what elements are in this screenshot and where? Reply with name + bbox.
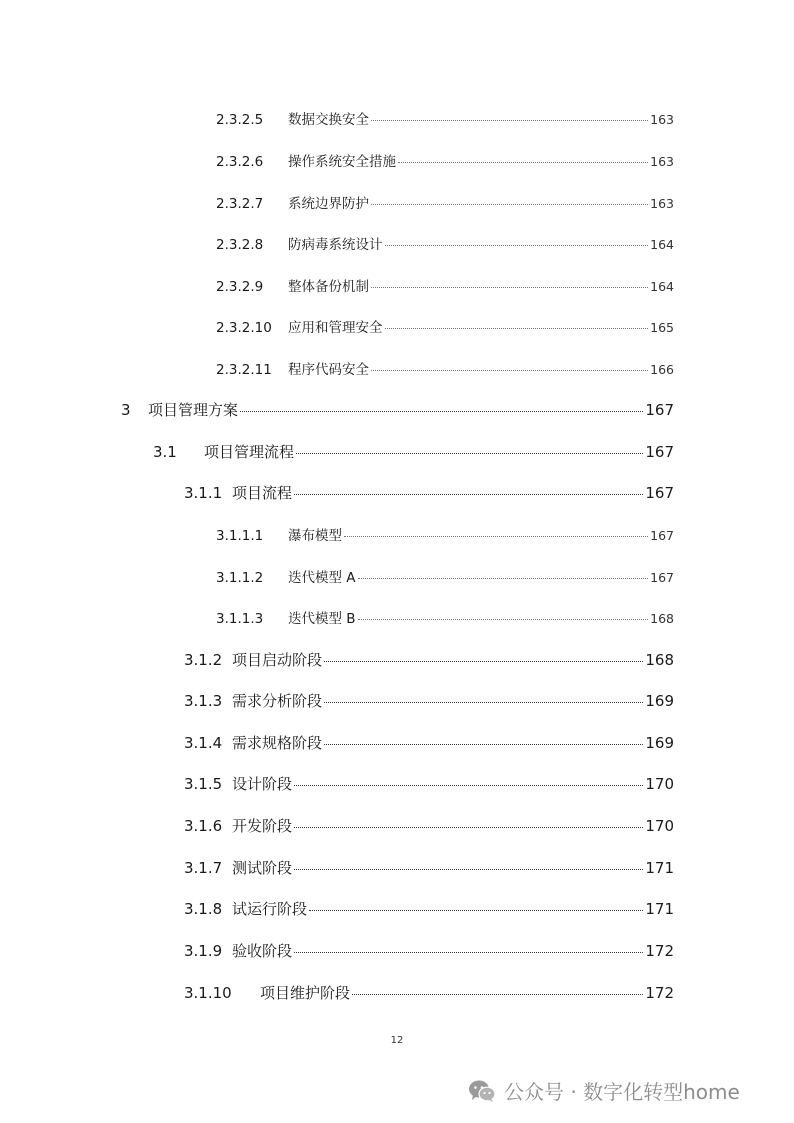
toc-entry-page: 172 [645,942,674,960]
toc-entry-number: 3.1.9 [184,942,223,960]
toc-entry-page: 166 [650,362,674,377]
toc-entry-number: 2.3.2.6 [216,154,264,170]
toc-entry-title: 开发阶段 [232,817,293,835]
toc-entry-subsection[interactable] [184,815,674,836]
toc-entry-title: 操作系统安全措施 [288,154,396,170]
toc-entry-subsection[interactable] [184,732,674,753]
toc-dot-leader [294,952,643,953]
toc-entry-number: 3.1.5 [184,775,223,793]
toc-entry-title: 试运行阶段 [232,900,308,918]
toc-entry-number: 3.1.4 [184,734,223,752]
toc-entry-title: 程序代码安全 [288,362,369,378]
toc-entry-number: 2.3.2.8 [216,237,264,253]
toc-entry-page: 164 [650,237,674,252]
toc-dot-leader [398,162,648,163]
toc-dot-leader [358,619,649,620]
toc-entry-number: 3 [121,401,131,419]
toc-entry[interactable] [216,192,674,212]
toc-entry-number: 3.1.1.2 [216,570,264,586]
toc-entry-number: 2.3.2.9 [216,279,264,295]
toc-entry-title: 项目启动阶段 [232,651,323,669]
toc-dot-leader [371,370,648,371]
toc-entry-title: 测试阶段 [232,859,293,877]
toc-dot-leader [385,245,649,246]
toc-entry[interactable] [216,233,674,253]
page-number: 12 [390,1035,404,1046]
toc-entry-number: 3.1.6 [184,817,223,835]
toc-entry-page: 168 [645,651,674,669]
toc-entry-title: 应用和管理安全 [288,320,383,336]
toc-entry-title: 迭代模型 A [288,570,356,586]
toc-entry-title: 需求分析阶段 [232,692,323,710]
toc-entry-page: 163 [650,154,674,169]
toc-entry-page: 172 [645,984,674,1002]
toc-entry-number: 3.1.7 [184,859,223,877]
toc-dot-leader [294,869,643,870]
toc-entry-page: 170 [645,817,674,835]
toc-entry[interactable] [216,150,674,170]
toc-dot-leader [294,827,643,828]
toc-entry-number: 3.1.10 [184,984,232,1002]
toc-entry-title: 防病毒系统设计 [288,237,383,253]
toc-entry-number: 2.3.2.5 [216,112,264,128]
toc-entry-chapter[interactable] [121,399,674,420]
toc-entry-number: 3.1.1.3 [216,611,264,627]
toc-entry-title: 迭代模型 B [288,611,356,627]
toc-entry-page: 164 [650,279,674,294]
toc-dot-leader [352,994,643,995]
toc-entry-number: 2.3.2.11 [216,362,272,378]
toc-entry-title: 项目维护阶段 [260,984,351,1002]
toc-entry-page: 167 [645,401,674,419]
toc-dot-leader [385,328,649,329]
toc-entry[interactable] [216,524,674,544]
toc-dot-leader [296,453,643,454]
toc-dot-leader [309,910,643,911]
toc-dot-leader [324,702,643,703]
toc-dot-leader [371,287,648,288]
toc-entry-page: 165 [650,320,674,335]
toc-entry[interactable] [216,275,674,295]
toc-dot-leader [240,411,643,412]
toc-entry-page: 163 [650,112,674,127]
toc-dot-leader [324,661,643,662]
toc-entry-title: 瀑布模型 [288,528,342,544]
toc-entry-number: 3.1.3 [184,692,223,710]
toc-entry[interactable] [216,566,674,586]
toc-entry-title: 数据交换安全 [288,112,369,128]
toc-dot-leader [371,204,648,205]
toc-entry-page: 168 [650,611,674,626]
toc-entry-title: 系统边界防护 [288,196,369,212]
toc-entry[interactable] [216,108,674,128]
toc-entry-subsection[interactable] [184,898,674,919]
toc-entry-title: 设计阶段 [232,775,293,793]
toc-entry-subsection[interactable] [184,857,674,878]
toc-entry-number: 2.3.2.7 [216,196,264,212]
toc-dot-leader [294,785,643,786]
toc-dot-leader [324,744,643,745]
toc-entry-number: 3.1.1 [184,484,223,502]
toc-entry-title: 项目管理流程 [204,443,295,461]
toc-entry-number: 3.1.2 [184,651,223,669]
watermark-text: 公众号 · 数字化转型home [504,1080,740,1104]
toc-entry-subsection[interactable] [184,649,674,670]
toc-dot-leader [371,120,648,121]
toc-entry-subsection[interactable] [184,982,674,1003]
toc-entry-number: 3.1.1.1 [216,528,264,544]
toc-entry-title: 整体备份机制 [288,279,369,295]
toc-entry-number: 3.1 [153,443,177,461]
toc-entry-section[interactable] [153,441,674,462]
toc-entry-page: 167 [650,570,674,585]
toc-entry-page: 169 [645,692,674,710]
toc-entry-title: 项目管理方案 [148,401,239,419]
toc-entry-page: 171 [645,900,674,918]
toc-entry-subsection[interactable] [184,690,674,711]
toc-entry[interactable] [216,607,674,627]
toc-entry-page: 171 [645,859,674,877]
toc-entry-subsection[interactable] [184,940,674,961]
toc-dot-leader [294,494,643,495]
toc-entry-title: 需求规格阶段 [232,734,323,752]
toc-dot-leader [358,578,649,579]
toc-dot-leader [344,536,648,537]
toc-entry-subsection[interactable] [184,773,674,794]
toc-entry-page: 170 [645,775,674,793]
toc-entry-title: 项目流程 [232,484,293,502]
toc-entry-page: 167 [650,528,674,543]
toc-entry[interactable] [216,316,674,336]
toc-entry-page: 167 [645,443,674,461]
toc-entry-page: 169 [645,734,674,752]
toc-entry-number: 2.3.2.10 [216,320,272,336]
toc-entry-number: 3.1.8 [184,900,223,918]
watermark [468,1076,740,1105]
toc-entry-title: 验收阶段 [232,942,293,960]
toc-entry-subsection[interactable] [184,482,674,503]
wechat-icon [468,1079,496,1103]
toc-entry-page: 167 [645,484,674,502]
toc-entry-page: 163 [650,196,674,211]
toc-entry[interactable] [216,358,674,378]
